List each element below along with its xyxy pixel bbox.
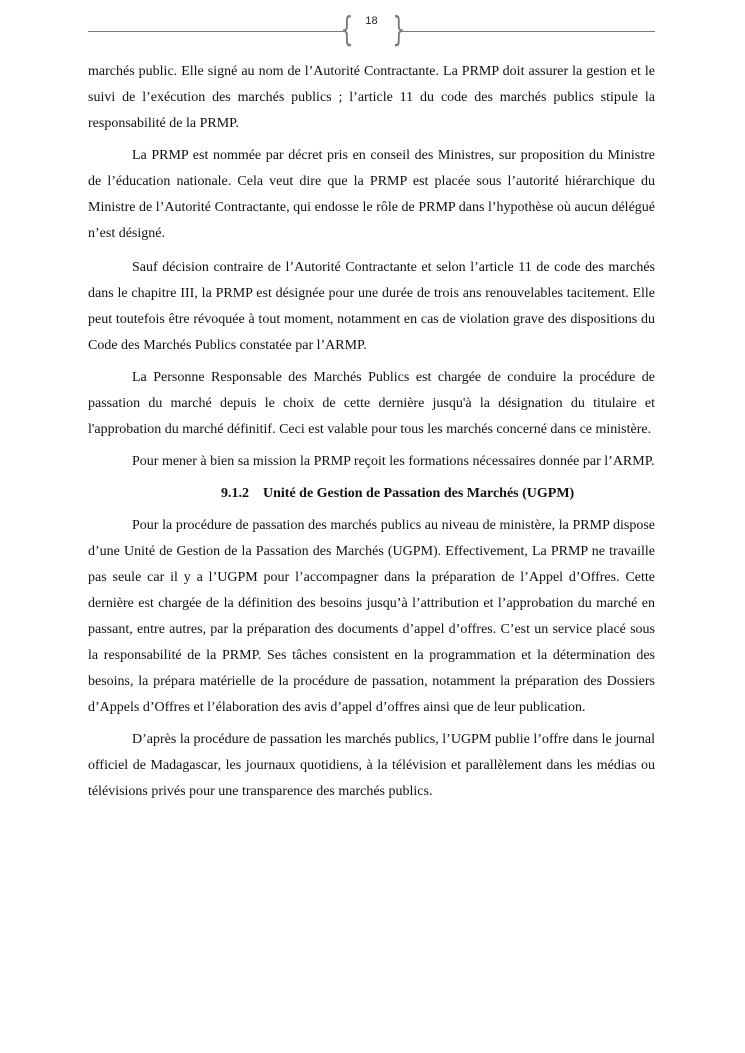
- header-rule-right: [400, 31, 655, 32]
- paragraph-2: La PRMP est nommée par décret pris en conseil des Ministres, sur proposition du Ministre de l’éducation nationale. Cela veut dire que la PRMP est placée sous l’autorité hiérarchique du Ministre de l’Autorité Contractante, qui endosse le rôle de PRMP dans l’hypothèse où aucun délégué n’est désigné.: [88, 148, 655, 241]
- page-header: [88, 12, 655, 52]
- paragraph-5: Pour mener à bien sa mission la PRMP reçoit les formations nécessaires donnée par l’ARMP.: [132, 454, 655, 469]
- paragraph-7: D’après la procédure de passation les marchés publics, l’UGPM publie l’offre dans le journal officiel de Madagascar, les journaux quotidiens, à la télévision et parallèlement dans les médias ou télévisions privés pour une transparence des marchés publics.: [88, 732, 655, 799]
- header-rule-left: [88, 31, 343, 32]
- paragraph-1: marchés public. Elle signé au nom de l’Autorité Contractante. La PRMP doit assurer la gestion et le suivi de l’exécution des marchés publics ; l’article 11 du code des marchés publics stipule la responsabilité de la PRMP.: [88, 64, 655, 131]
- section-heading: [88, 481, 655, 507]
- paragraph-3: Sauf décision contraire de l’Autorité Contractante et selon l’article 11 de code des marchés dans le chapitre III, la PRMP est désignée pour une durée de trois ans renouvelables tacitement. Elle peut toutefois être révoquée à tout moment, notamment en cas de violation grave des dispositions du Code des Marchés Publics constatée par l’ARMP.: [88, 260, 655, 353]
- left-brace-icon: {: [340, 10, 354, 50]
- document-body: [88, 59, 655, 811]
- section-title: Unité de Gestion de Passation des Marchés (UGPM): [263, 486, 575, 501]
- paragraph-4: La Personne Responsable des Marchés Publics est chargée de conduire la procédure de passation du marché depuis le choix de cette dernière jusqu'à la désignation du titulaire et l'approbation du marché définitif. Ceci est valable pour tous les marchés concerné dans ce ministère.: [88, 370, 655, 437]
- page-number: 18: [365, 15, 378, 27]
- paragraph-6: Pour la procédure de passation des marchés publics au niveau de ministère, la PRMP dispose d’une Unité de Gestion de la Passation des Marchés (UGPM). Effectivement, La PRMP ne travaille pas seule car il y a l’UGPM pour l’accompagner dans la préparation de l’Appel d’Offres. Cette dernière est chargée de la définition des besoins jusqu’à l’attribution et l’approbation du marché en passant, entre autres, par la préparation des documents d’appel d’offres. C’est un service placé sous la responsabilité de la PRMP. Ses tâches consistent en la programmation et la détermination des besoins, la prépara matérielle de la procédure de passation, notamment la préparation des Dossiers d’Appels d’Offres et l’élaboration des avis d’appel d’offres ainsi que de leur publication.: [88, 518, 655, 715]
- section-number: 9.1.2: [221, 486, 249, 501]
- right-brace-icon: }: [392, 10, 406, 50]
